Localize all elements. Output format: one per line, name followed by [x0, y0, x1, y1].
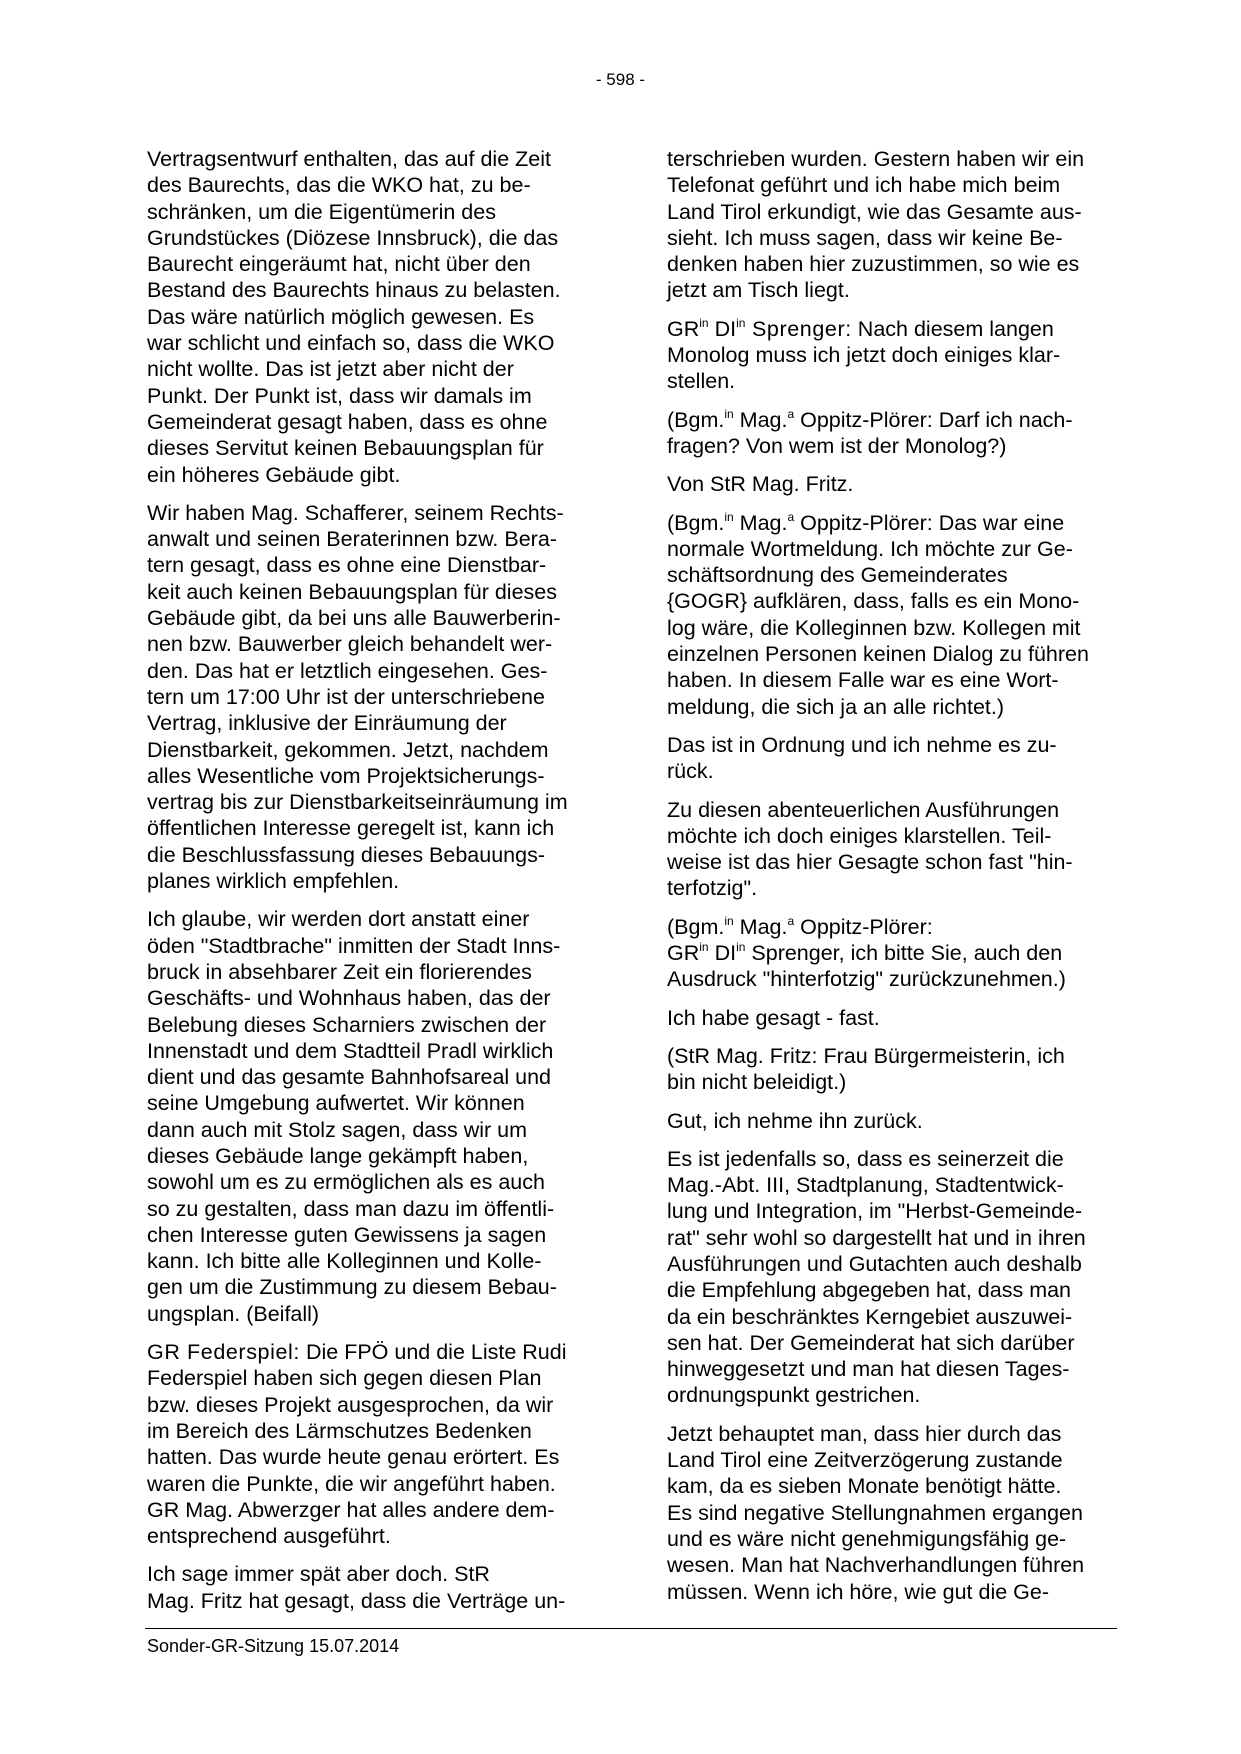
text-line: Jetzt behauptet man, dass hier durch das	[667, 1421, 1062, 1446]
text-line: so zu gestalten, dass man dazu im öffentli-	[147, 1196, 555, 1221]
text-line: rat" sehr wohl so dargestellt hat und in ihren	[667, 1225, 1086, 1250]
text-segment: Mag.	[733, 510, 788, 535]
superscript: in	[724, 406, 734, 421]
footer-text: Sonder-GR-Sitzung 15.07.2014	[147, 1636, 400, 1656]
text-line: wesen. Man hat Nachverhandlungen führen	[667, 1553, 1085, 1578]
text-segment: Oppitz-Plörer: Darf ich nach-	[794, 407, 1073, 432]
text-line: dieses Gebäude lange gekämpft haben,	[147, 1143, 529, 1168]
text-line: normale Wortmeldung. Ich möchte zur Ge-	[667, 536, 1073, 561]
text-line: Gemeinderat gesagt haben, dass es ohne	[147, 409, 548, 434]
text-line: des Baurechts, das die WKO hat, zu be-	[147, 173, 531, 198]
text-line: Ich sage immer spät aber doch. StR	[147, 1562, 490, 1587]
superscript: in	[699, 315, 709, 330]
text-line: terschrieben wurden. Gestern haben wir ein	[667, 147, 1085, 171]
text-line: Mag. Fritz hat gesagt, dass die Verträge un-	[147, 1588, 566, 1613]
text-segment: Die FPÖ und die Liste Rudi	[299, 1340, 567, 1365]
text-line: log wäre, die Kolleginnen bzw. Kollegen mit	[667, 615, 1081, 640]
right-column	[667, 146, 1117, 1617]
text-line: sowohl um es zu ermöglichen als es auch	[147, 1170, 545, 1195]
text-line: hatten. Das wurde heute genau erörtert. Es	[147, 1445, 560, 1470]
text-line: Vertrag, inklusive der Einräumung der	[147, 711, 507, 736]
text-line: Von StR Mag. Fritz.	[667, 472, 854, 497]
superscript: in	[736, 315, 746, 330]
paragraph	[147, 146, 597, 488]
text-segment: (Bgm.	[667, 407, 725, 432]
superscript: in	[724, 913, 734, 928]
text-line: waren die Punkte, die wir angeführt haben.	[147, 1471, 556, 1496]
text-line: Es sind negative Stellungnahmen ergangen	[667, 1500, 1083, 1525]
text-line: bruck in absehbarer Zeit ein florierendes	[147, 959, 532, 984]
text-line: die Beschlussfassung dieses Bebauungs-	[147, 842, 546, 867]
superscript: a	[787, 913, 795, 928]
text-line: gen um die Zustimmung zu diesem Bebau-	[147, 1275, 557, 1300]
paragraph	[667, 146, 1117, 304]
paragraph	[147, 1561, 597, 1614]
text-line: hinweggesetzt und man hat diesen Tages-	[667, 1357, 1070, 1382]
text-line: jetzt am Tisch liegt.	[667, 278, 850, 303]
paragraph	[667, 732, 1117, 785]
text-line: Bestand des Baurechts hinaus zu belasten.	[147, 278, 561, 303]
text-line: müssen. Wenn ich höre, wie gut die Ge-	[667, 1579, 1050, 1604]
text-line	[667, 316, 1117, 342]
text-line: und es wäre nicht genehmigungsfähig ge-	[667, 1526, 1067, 1551]
text-line: seine Umgebung aufwertet. Wir können	[147, 1091, 525, 1116]
text-line: öden "Stadtbrache" inmitten der Stadt Inns-	[147, 933, 561, 958]
text-line: anwalt und seinen Beraterinnen bzw. Bera-	[147, 527, 557, 552]
text-line: (StR Mag. Fritz: Frau Bürgermeisterin, ich	[667, 1043, 1065, 1068]
text-line: vertrag bis zur Dienstbarkeitseinräumung im	[147, 790, 568, 815]
text-line: Das ist in Ordnung und ich nehme es zu-	[667, 732, 1057, 757]
text-line: war schlicht und einfach so, dass die WKO	[147, 331, 555, 356]
text-line: Belebung dieses Scharniers zwischen der	[147, 1012, 547, 1037]
text-line: die Empfehlung abgegeben hat, dass man	[667, 1278, 1072, 1303]
text-line: Das wäre natürlich möglich gewesen. Es	[147, 304, 535, 329]
text-line: einzelnen Personen keinen Dialog zu führen	[667, 642, 1089, 667]
text-line: Land Tirol eine Zeitverzögerung zustande	[667, 1448, 1063, 1473]
speaker-title: GR	[667, 316, 700, 341]
text-segment: Oppitz-Plörer: Das war eine	[794, 510, 1065, 535]
text-line	[667, 914, 1117, 940]
text-line: nen bzw. Bauwerber gleich behandelt wer-	[147, 632, 553, 657]
text-line: planes wirklich empfehlen.	[147, 869, 400, 894]
text-line: terfotzig".	[667, 876, 758, 901]
text-line: haben. In diesem Falle war es eine Wort-	[667, 668, 1059, 693]
paragraph	[667, 797, 1117, 902]
text-line: Monolog muss ich jetzt doch einiges klar-	[667, 343, 1061, 368]
text-line: den. Das hat er letztlich eingesehen. Ges-	[147, 658, 548, 683]
text-line	[147, 1339, 597, 1365]
text-line: tern um 17:00 Uhr ist der unterschriebene	[147, 684, 545, 709]
text-segment: Sprenger, ich bitte Sie, auch den	[745, 941, 1063, 966]
text-line: Telefonat geführt und ich habe mich beim	[667, 173, 1061, 198]
text-line: Grundstückes (Diözese Innsbruck), die das	[147, 225, 559, 250]
text-line: Gut, ich nehme ihn zurück.	[667, 1108, 923, 1133]
paragraph	[667, 1146, 1117, 1409]
speaker-title: DI	[708, 941, 737, 966]
text-segment: Mag.	[733, 407, 788, 432]
text-line: öffentlichen Interesse geregelt ist, kann ich	[147, 816, 555, 841]
text-line: bzw. dieses Projekt ausgesprochen, da wir	[147, 1392, 554, 1417]
text-line	[667, 510, 1117, 536]
paragraph	[667, 914, 1117, 993]
text-line: denken haben hier zuzustimmen, so wie es	[667, 252, 1080, 277]
text-line: da ein beschränktes Kerngebiet auszuwei-	[667, 1304, 1073, 1329]
paragraph	[667, 407, 1117, 460]
text-line: Ich glaube, wir werden dort anstatt einer	[147, 907, 530, 932]
text-line: fragen? Von wem ist der Monolog?)	[667, 433, 1007, 458]
text-line: ein höheres Gebäude gibt.	[147, 462, 401, 487]
text-line: Gebäude gibt, da bei uns alle Bauwerberin-	[147, 606, 561, 631]
text-line: ungsplan. (Beifall)	[147, 1301, 320, 1326]
text-line: nicht wollte. Das ist jetzt aber nicht der	[147, 357, 514, 382]
page-number: - 598 -	[595, 70, 646, 89]
text-line: schränken, um die Eigentümerin des	[147, 199, 496, 224]
text-line: Vertragsentwurf enthalten, das auf die Zeit	[147, 147, 551, 171]
text-line: stellen.	[667, 369, 736, 394]
text-line	[667, 940, 1117, 966]
text-line: dient und das gesamte Bahnhofsareal und	[147, 1065, 552, 1090]
paragraph	[667, 471, 1117, 497]
text-line: bin nicht beleidigt.)	[667, 1070, 847, 1095]
text-line: tern gesagt, dass es ohne eine Dienstbar-	[147, 553, 547, 578]
text-line: Ausdruck "hinterfotzig" zurückzunehmen.)	[667, 967, 1066, 992]
text-line: Geschäfts- und Wohnhaus haben, das der	[147, 986, 551, 1011]
text-line: möchte ich doch einiges klarstellen. Teil-	[667, 823, 1052, 848]
text-line: kann. Ich bitte alle Kolleginnen und Kolle-	[147, 1249, 542, 1274]
text-line: sieht. Ich muss sagen, dass wir keine Be-	[667, 225, 1063, 250]
text-segment: (Bgm.	[667, 914, 725, 939]
paragraph	[147, 500, 597, 894]
paragraph	[667, 510, 1117, 720]
text-line: {GOGR} aufklären, dass, falls es ein Mono-	[667, 589, 1080, 614]
text-segment: Mag.	[733, 914, 788, 939]
text-line: GR Mag. Abwerzger hat alles andere dem-	[147, 1497, 555, 1522]
text-line: Es ist jedenfalls so, dass es seinerzeit die	[667, 1146, 1064, 1171]
speaker-name: Sprenger:	[745, 316, 852, 341]
left-column	[147, 146, 597, 1626]
text-line: sen hat. Der Gemeinderat hat sich darüber	[667, 1330, 1075, 1355]
text-line: kam, da es sieben Monate benötigt hätte.	[667, 1474, 1062, 1499]
text-line: dieses Servitut keinen Bebauungsplan für	[147, 436, 544, 461]
text-line: Land Tirol erkundigt, wie das Gesamte aus-	[667, 199, 1082, 224]
text-line: Dienstbarkeit, gekommen. Jetzt, nachdem	[147, 737, 549, 762]
text-line: Zu diesen abenteuerlichen Ausführungen	[667, 797, 1060, 822]
superscript: a	[787, 406, 795, 421]
speaker-name: GR Federspiel:	[147, 1340, 300, 1365]
paragraph	[667, 1108, 1117, 1134]
speaker-title: GR	[667, 941, 700, 966]
text-line: Wir haben Mag. Schafferer, seinem Rechts-	[147, 500, 564, 525]
paragraph	[667, 316, 1117, 395]
text-line: im Bereich des Lärmschutzes Bedenken	[147, 1418, 532, 1443]
superscript: in	[736, 940, 746, 955]
text-segment: (Bgm.	[667, 510, 725, 535]
speaker-title: DI	[708, 316, 737, 341]
text-line: alles Wesentliche vom Projektsicherungs-	[147, 763, 545, 788]
text-line: ordnungspunkt gestrichen.	[667, 1383, 921, 1408]
superscript: in	[699, 940, 709, 955]
text-line: dann auch mit Stolz sagen, dass wir um	[147, 1117, 528, 1142]
paragraph	[147, 1339, 597, 1549]
text-line: rück.	[667, 759, 714, 784]
paragraph	[667, 1005, 1117, 1031]
text-line: weise ist das hier Gesagte schon fast "hin-	[667, 850, 1073, 875]
text-line: Innenstadt und dem Stadtteil Pradl wirklich	[147, 1038, 554, 1063]
text-segment: Nach diesem langen	[851, 316, 1054, 341]
text-line: Ausführungen und Gutachten auch deshalb	[667, 1251, 1082, 1276]
text-line	[667, 407, 1117, 433]
text-line: lung und Integration, im "Herbst-Gemeinde-	[667, 1199, 1083, 1224]
paragraph	[147, 906, 597, 1327]
text-line: entsprechend ausgeführt.	[147, 1524, 391, 1549]
text-line: Mag.-Abt. III, Stadtplanung, Stadtentwick-	[667, 1173, 1064, 1198]
text-line: meldung, die sich ja an alle richtet.)	[667, 694, 1005, 719]
text-line: chen Interesse guten Gewissens ja sagen	[147, 1222, 547, 1247]
text-line: Federspiel haben sich gegen diesen Plan	[147, 1366, 542, 1391]
superscript: a	[787, 509, 795, 524]
text-line: schäftsordnung des Gemeinderates	[667, 563, 1008, 588]
paragraph	[667, 1421, 1117, 1605]
text-line: keit auch keinen Bebauungsplan für dieses	[147, 579, 557, 604]
text-line: Ich habe gesagt - fast.	[667, 1005, 880, 1030]
superscript: in	[724, 509, 734, 524]
footer-divider	[145, 1628, 1117, 1629]
text-segment: Oppitz-Plörer:	[794, 914, 933, 939]
text-line: Punkt. Der Punkt ist, dass wir damals im	[147, 383, 532, 408]
text-line: Baurecht eingeräumt hat, nicht über den	[147, 252, 531, 277]
paragraph	[667, 1043, 1117, 1096]
